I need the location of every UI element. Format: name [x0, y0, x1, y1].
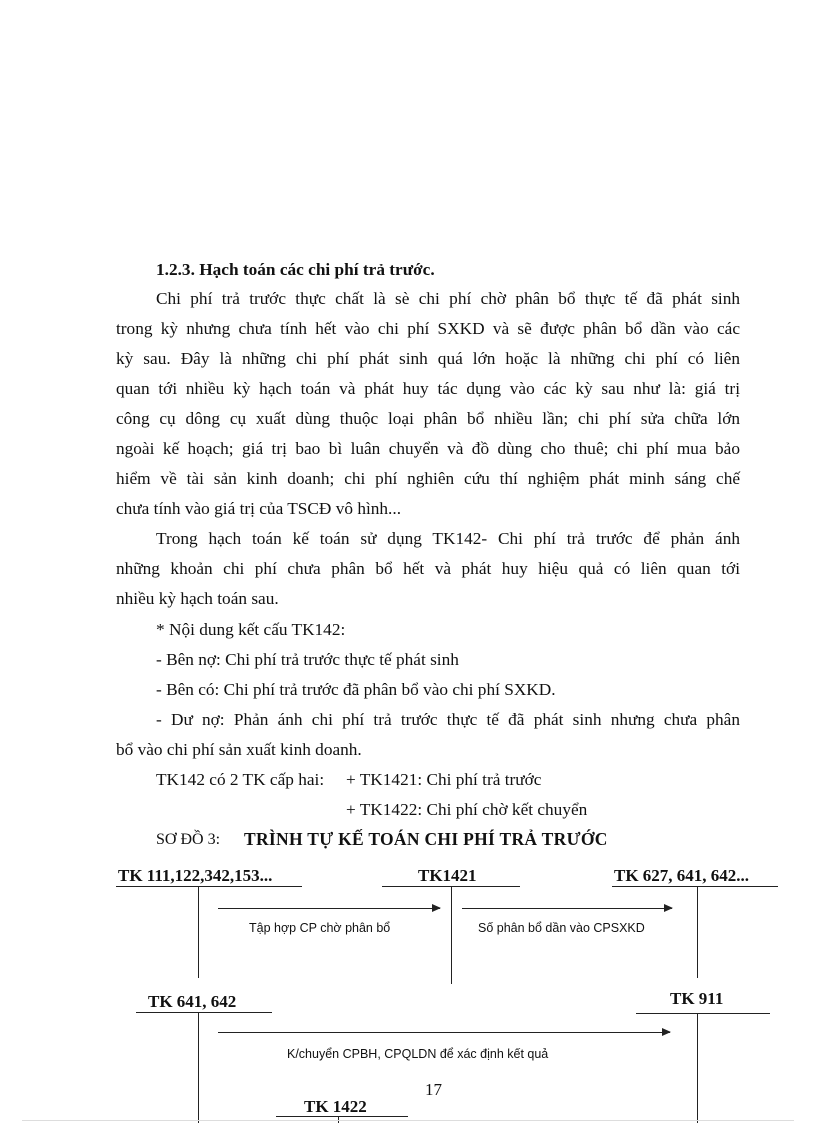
account-tk641: TK 641, 642: [148, 992, 237, 1011]
account-tk911-stem: [697, 1013, 698, 1123]
structure-title: * Nội dung kết cấu TK142:: [156, 620, 346, 639]
arrow-transfer: [218, 1032, 670, 1033]
account-tk641-underline: [136, 1012, 272, 1013]
diagram-title: TRÌNH TỰ KẾ TOÁN CHI PHÍ TRẢ TRƯỚC: [244, 829, 608, 849]
account-tk641-stem: [198, 1012, 199, 1123]
arrow-allocate: [462, 908, 672, 909]
account-tk1422-underline: [276, 1116, 408, 1117]
para1-line-1: Chi phí trả trước thực chất là sè chi phí chờ phân bổ thực tế đã phát sinh: [156, 289, 740, 308]
diagram-prefix: SƠ ĐỒ 3:: [156, 831, 221, 848]
balance-line-2: bổ vào chi phí sản xuất kinh doanh.: [116, 740, 362, 759]
para2-line-1: Trong hạch toán kế toán sử dụng TK142- Chi phí trả trước để phản ánh: [156, 529, 740, 548]
account-tk911: TK 911: [670, 989, 724, 1008]
account-tk111-underline: [116, 886, 302, 887]
arrow-collect-costs: [218, 908, 440, 909]
debit-side: - Bên nợ: Chi phí trả trước thực tế phát sinh: [156, 650, 459, 669]
account-tk111: TK 111,122,342,153...: [118, 866, 273, 885]
page-number: 17: [425, 1080, 442, 1099]
account-tk111-stem: [198, 886, 199, 978]
credit-side: - Bên có: Chi phí trả trước đã phân bổ vào chi phí SXKD.: [156, 680, 556, 699]
sub-account-2: + TK1422: Chi phí chờ kết chuyển: [346, 800, 588, 819]
para1-line-2: trong kỳ nhưng chưa tính hết vào chi phí SXKD và sẽ được phân bổ dần vào các: [116, 319, 740, 338]
section-heading: 1.2.3. Hạch toán các chi phí trả trước.: [156, 260, 435, 279]
account-tk911-underline: [636, 1013, 770, 1014]
sub-accounts-intro: TK142 có 2 TK cấp hai:: [156, 770, 325, 789]
account-tk627: TK 627, 641, 642...: [614, 866, 750, 885]
para1-line-7: hiểm về tài sản kinh doanh; chi phí nghiên cứu thí nghiệm phát minh sáng chế: [116, 469, 740, 488]
account-tk1422: TK 1422: [304, 1097, 367, 1116]
sub-account-1: + TK1421: Chi phí trả trước: [346, 770, 542, 789]
para1-line-5: công cụ dông cụ xuất dùng thuộc loại phân bổ nhiều lần; chi phí sửa chữa lớn: [116, 409, 740, 428]
account-tk1421-stem: [451, 886, 452, 984]
para1-line-4: quan tới nhiều kỳ hạch toán và phát huy tác dụng vào các kỳ sau như là: giá trị: [116, 379, 740, 398]
balance-line-1: - Dư nợ: Phản ánh chi phí trả trước thực tế đã phát sinh nhưng chưa phân: [156, 710, 740, 729]
account-tk1421: TK1421: [418, 866, 477, 885]
arrow-allocate-label: Số phân bổ dần vào CPSXKD: [478, 921, 645, 935]
account-tk627-stem: [697, 886, 698, 978]
para1-line-8: chưa tính vào giá trị của TSCĐ vô hình...: [116, 499, 402, 518]
arrow-transfer-label: K/chuyển CPBH, CPQLDN để xác định kết quả: [287, 1047, 549, 1061]
account-tk627-underline: [612, 886, 778, 887]
para2-line-2: những khoản chi phí chưa phân bổ hết và phát huy hiệu quả có liên quan tới: [116, 559, 740, 578]
page-bottom-border: [22, 1120, 794, 1121]
para1-line-3: kỳ sau. Đây là những chi phí phát sinh quá lớn hoặc là những chi phí có liên: [116, 349, 740, 368]
para1-line-6: ngoài kế hoạch; giá trị bao bì luân chuyển và đồ dùng cho thuê; chi phí mua bảo: [116, 439, 740, 458]
para2-line-3: nhiều kỳ hạch toán sau.: [116, 589, 279, 608]
arrow-collect-costs-label: Tập hợp CP chờ phân bổ: [249, 921, 391, 935]
